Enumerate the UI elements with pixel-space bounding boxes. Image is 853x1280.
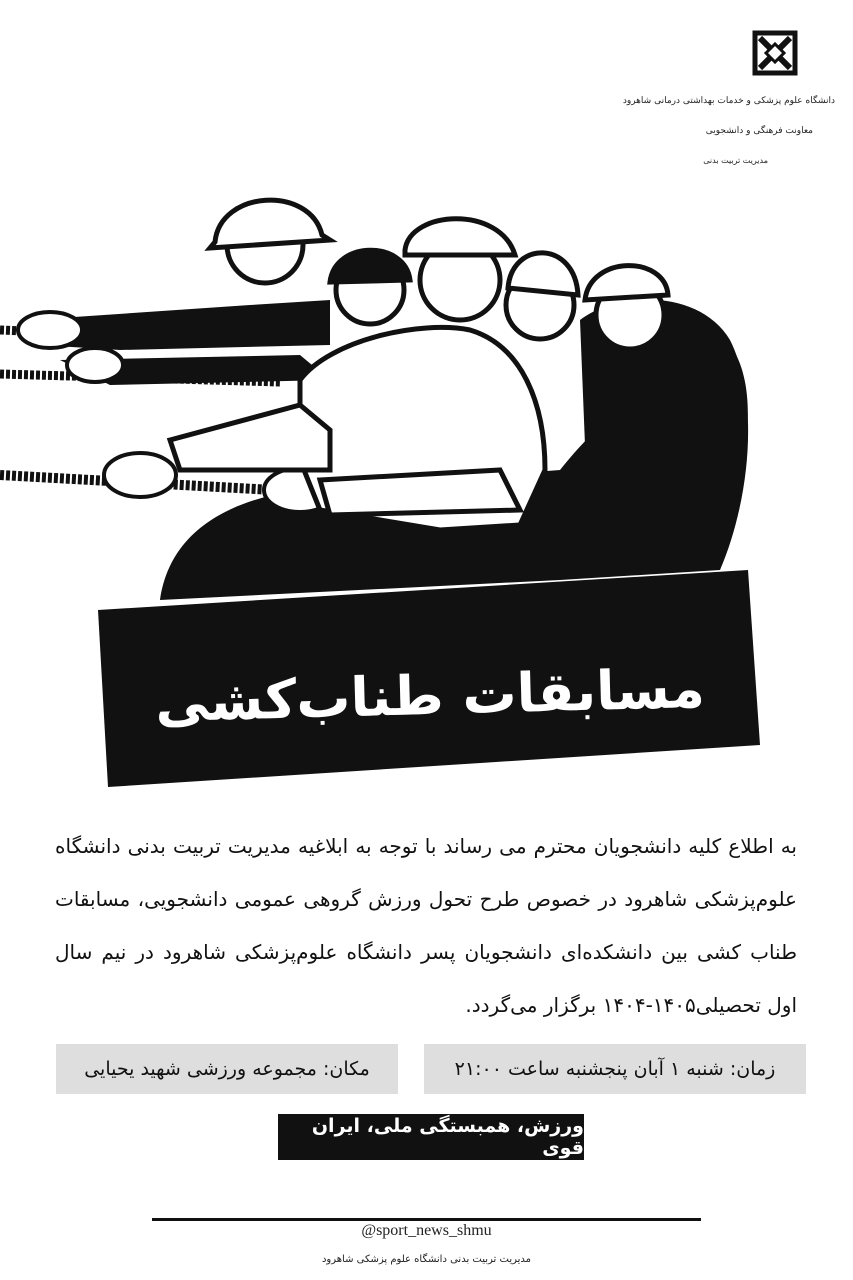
footer-note: مدیریت تربیت بدنی دانشگاه علوم پزشکی شاهرود xyxy=(321,1254,532,1265)
time-info: زمان: شنبه ۱ آبان پنجشنبه ساعت ۲۱:۰۰ xyxy=(424,1044,806,1094)
front-worker-arm xyxy=(320,470,520,515)
page-title: مسابقات طناب‌کشی xyxy=(154,656,706,734)
social-handle: @sport_news_shmu xyxy=(361,1222,492,1239)
worker-head xyxy=(330,250,410,324)
hand xyxy=(67,348,123,382)
hand xyxy=(104,453,176,497)
shmu-emblem-icon xyxy=(752,30,798,76)
motto-badge: ورزش، همبستگی ملی، ایران قوی xyxy=(278,1114,584,1160)
worker-head xyxy=(506,253,578,339)
place-info: مکان: مجموعه ورزشی شهید یحیایی xyxy=(56,1044,398,1094)
footer-divider xyxy=(152,1218,701,1221)
front-worker-arm xyxy=(170,405,330,470)
hand xyxy=(18,312,82,348)
worker-head xyxy=(210,200,330,283)
university-name: دانشگاه علوم پزشکی و خدمات بهداشتی درمانی شاهرود xyxy=(622,96,835,106)
deputy-name: معاونت فرهنگی و دانشجویی xyxy=(705,126,813,136)
worker-head xyxy=(405,219,515,320)
announcement-text: به اطلاع کلیه دانشجویان محترم می رساند با توجه به ابلاغیه مدیریت تربیت بدنی دانشگاه علوم‌پزشکی شاهرود در خصوص طرح تحول ورزش گروهی عمومی دانشجویی، مسابقات طناب کشی بین دانشکده‌ای دانشجویان پسر دانشگاه علوم‌پزشکی شاهرود در نیم سال اول تحصیلی۱۴۰۵-۱۴۰۴ برگزار می‌گردد. xyxy=(55,834,797,1017)
department-name: مدیریت تربیت بدنی xyxy=(703,156,768,165)
